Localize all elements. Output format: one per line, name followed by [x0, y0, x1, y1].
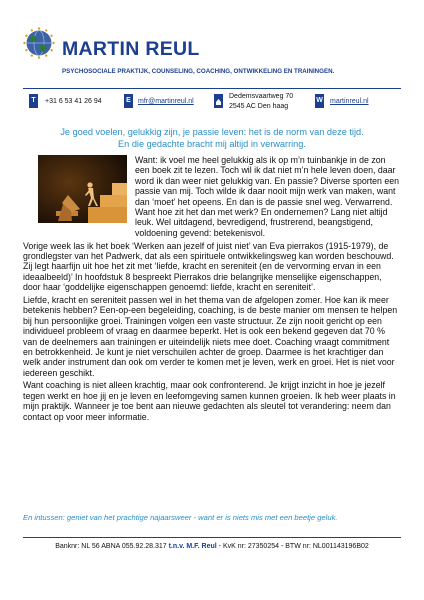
bank-account: Banknr: NL 56 ABNA 055.92.28.317 — [55, 543, 167, 550]
footer-divider — [23, 537, 401, 538]
footer — [23, 542, 401, 552]
image-wrap-spacer — [23, 155, 135, 228]
brand-tagline: PSYCHOSOCIALE PRAKTIJK, COUNSELING, COACHING, ONTWIKKELING EN TRAININGEN. — [62, 68, 335, 75]
paragraph-2: Vorige week las ik het boek ‘Werken aan jezelf of juist niet’ van Eva pierrakos (1915-1979), de grondlegster van het Padwerk, dat als een spirituele ontwikkelingsweg kan worden beschouwd. Zij legt haarfijn uit hoe het zit met ‘liefde, kracht en sereniteit (en de vervorming ervan in een ideaalbeeld)’ In hoofdstuk 8 bespreekt Pierrakos drie belangrijke menselijke eigenschappen, door haar ‘goddelijke eigenschappen genoemd: liefde, kracht en sereniteit’. — [23, 240, 394, 293]
footer-separator: - — [218, 543, 221, 550]
globe-logo-icon — [22, 26, 56, 60]
address-tag — [214, 94, 223, 108]
contact-bar — [23, 89, 401, 115]
email-tag: E — [124, 94, 133, 108]
address-line-2: 2545 AC Den haag — [229, 103, 289, 110]
account-holder: t.n.v. M.F. Reul — [168, 543, 217, 550]
closing-note: En intussen: geniet van het prachtige najaarsweer - want er is niets mis met een beetje geluk. — [23, 513, 338, 522]
btw-number: BTW nr: NL001143196B02 — [285, 543, 369, 550]
paragraph-3: Liefde, kracht en sereniteit passen wel in het thema van de afgelopen zomer. Hoe kan ik meer betekenis hebben? Een-op-een begeleiding, coaching, is de beste manier om mensen te helpen bij hun persoonlijke groei. Trainingen volgen een vaste structuur. Ze zijn nooit gericht op een individueel probleem of vraag en daarmee beperkt. Het is ook een bekend gegeven dat 70 % van de deelnemers aan trainingen er uiteindelijk niets mee doet. Coaching vraagt commitment en betrokkenheid. Je kunt je niet verschuilen achter de groep. Daarmee is het krachtiger dan welk ander instrument dan ook om verder te komen met je leven, werk en groei. Het is niet voor iedereen geschikt. — [23, 294, 398, 378]
website-link[interactable]: martinreul.nl — [330, 98, 369, 105]
paragraph-1: Want: ik voel me heel gelukkig als ik op m’n tuinbankje in de zon een boek zit te lezen. Toch wil ik dat niet m’n hele leven doen, daar word ik dan weer niet gelukkig van. En passie? Diverse sporten een passie van mij. Toch wilde ik daar nooit mijn werk van maken, want dan ‘moet’ het opeens. En dan is de passie snel weg. Verwarrend. Want hoe zit het dan met werk? En ondernemen? Lang niet altijd leuk. Wel uitdagend, bevredigend, frustrerend, beangstigend, voldoening gevend: betekenisvol. — [135, 155, 400, 238]
lead-line-1: Je goed voelen, gelukkig zijn, je passie leven: het is de norm van deze tijd. — [60, 127, 364, 137]
web-tag: W — [315, 94, 324, 108]
phone-tag: T — [29, 94, 38, 108]
email-link[interactable]: mfr@martinreul.nl — [138, 98, 194, 105]
paragraph-4: Want coaching is niet alleen krachtig, maar ook confronterend. Je krijgt inzicht in hoe je jezelf tegen werkt en hoe jij en je leven en leefomgeving samen kunnen groeien. Ik heb weer plaats in mijn praktijk. Wanneer je toe bent aan nieuwe gedachten als sleutel tot verandering: neem dan contact op voor meer informatie. — [23, 380, 396, 422]
lead-line-2: En die gedachte bracht mij altijd in verwarring. — [118, 139, 306, 149]
footer-separator: - — [280, 543, 284, 550]
lead-quote — [23, 126, 401, 150]
article-body — [23, 155, 401, 424]
brand-name: MARTIN REUL — [62, 38, 200, 60]
house-icon — [214, 94, 223, 108]
kvk-number: KvK nr: 27350254 — [222, 543, 279, 550]
address-line-1: Dedemsvaartweg 70 — [229, 93, 294, 100]
phone-number: +31 6 53 41 26 94 — [45, 98, 102, 105]
